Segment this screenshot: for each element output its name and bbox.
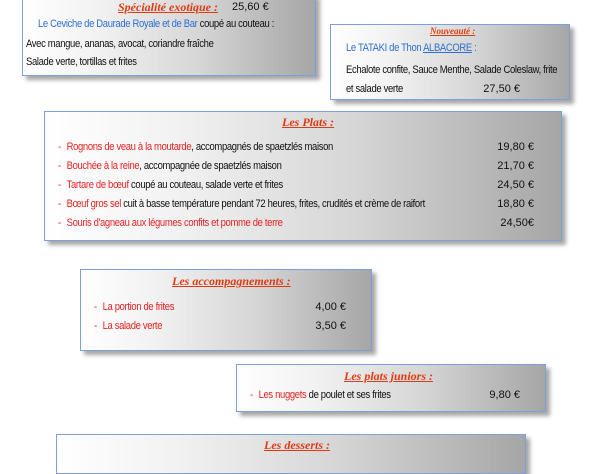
item-name: Bouchée à la reine (66, 160, 140, 172)
specialite-line3: Salade verte, tortillas et frites (26, 56, 137, 68)
bullet-dash: - (58, 179, 61, 191)
plats-item-5-price: 24,50€ (500, 217, 534, 229)
desserts-title: Les desserts : (264, 438, 330, 452)
item-desc: , accompagnée de spaetzlés maison (139, 160, 282, 172)
specialite-price: 25,60 € (232, 1, 269, 13)
accomp-item-2-price: 3,50 € (315, 320, 346, 332)
accomp-item-1 (94, 301, 174, 313)
nouveaute-dish-prefix: Le TATAKI de Thon (346, 42, 424, 54)
nouveaute-line2: Echalote confite, Sauce Menthe, Salade Coleslaw, frite (346, 64, 558, 76)
accomp-item-1-price: 4,00 € (315, 301, 346, 313)
specialite-dish (38, 18, 274, 30)
juniors-title: Les plats juniors : (344, 369, 434, 383)
nouveaute-dish-suffix: : (471, 42, 477, 54)
bullet-dash: - (250, 389, 253, 401)
item-name: Bœuf gros sel (66, 198, 122, 210)
bullet-dash: - (58, 217, 61, 229)
nouveaute-dish-highlight: ALBACORE (423, 42, 472, 54)
nouveaute-title: Nouveauté : (430, 26, 476, 36)
plats-item-2 (58, 160, 282, 172)
juniors-item-1 (250, 389, 391, 401)
item-desc: de poulet et ses frites (306, 389, 391, 401)
nouveaute-price: 27,50 € (483, 83, 520, 95)
juniors-item-1-price: 9,80 € (489, 389, 520, 401)
item-desc: , accompagnés de spaetzlés maison (191, 141, 333, 153)
bullet-dash: - (58, 160, 61, 172)
plats-item-3-price: 24,50 € (497, 179, 534, 191)
item-name: Les nuggets (258, 389, 307, 401)
plats-item-1-price: 19,80 € (497, 141, 534, 153)
bullet-dash: - (58, 198, 61, 210)
item-desc: coupé au couteau, salade verte et frites (128, 179, 283, 191)
nouveaute-dish (346, 42, 476, 54)
accomp-item-2 (94, 320, 162, 332)
accompagnements-title: Les accompagnements : (172, 274, 291, 288)
specialite-dish-desc: coupé au couteau : (197, 18, 275, 30)
plats-item-5 (58, 217, 283, 229)
bullet-dash: - (94, 320, 97, 332)
specialite-title: Spécialité exotique : (118, 0, 218, 14)
plats-item-2-price: 21,70 € (497, 160, 534, 172)
item-name: La portion de frites (102, 301, 175, 313)
item-desc: cuit à basse température pendant 72 heures, frites, crudités et crème de raifort (121, 198, 425, 210)
bullet-dash: - (58, 141, 61, 153)
plats-item-3 (58, 179, 283, 191)
item-name: Tartare de bœuf (66, 179, 129, 191)
plats-item-1 (58, 141, 333, 153)
item-name: Rognons de veau à la moutarde (66, 141, 192, 153)
plats-item-4-price: 18,80 € (497, 198, 534, 210)
bullet-dash: - (94, 301, 97, 313)
item-name: Souris d'agneau aux légumes confits et pomme de terre (66, 217, 283, 229)
plats-item-4 (58, 198, 425, 210)
nouveaute-line3: et salade verte (346, 83, 403, 95)
plats-title: Les Plats : (282, 115, 334, 129)
specialite-dish-name: Le Ceviche de Daurade Royale et de Bar (38, 18, 198, 30)
specialite-line2: Avec mangue, ananas, avocat, coriandre fraîche (26, 38, 214, 50)
item-name: La salade verte (102, 320, 163, 332)
